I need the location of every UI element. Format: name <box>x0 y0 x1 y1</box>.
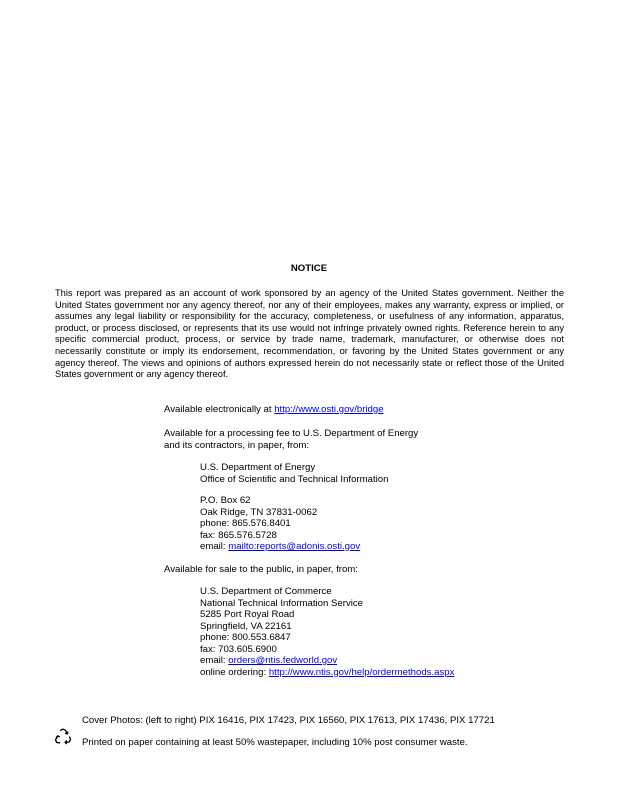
ntis-order-link[interactable]: http://www.ntis.gov/help/ordermethods.aspx <box>268 666 455 678</box>
public-sale-intro: Available for sale to the public, in paper, from: <box>164 564 358 575</box>
ntis-email-link[interactable]: orders@ntis.fedworld.gov <box>228 655 338 666</box>
doe-phone: phone: 865.576.8401 <box>200 518 291 529</box>
electronic-prefix: Available electronically at <box>164 404 275 415</box>
doc-org1: U.S. Department of Commerce <box>200 586 332 597</box>
printed-on-note: Printed on paper containing at least 50% wastepaper, including 10% post consumer waste. <box>82 737 468 748</box>
doc-city: Springfield, VA 22161 <box>200 620 292 632</box>
doc-phone: phone: 800.553.6847 <box>200 632 291 643</box>
public-sale-section <box>164 564 358 576</box>
processing-fee-section <box>164 428 418 451</box>
osti-bridge-link[interactable]: http://www.osti.gov/bridge <box>274 404 384 415</box>
doc-org2: National Technical Information Service <box>200 597 363 609</box>
doe-org2: Office of Scientific and Technical Information <box>200 473 389 485</box>
electronic-availability <box>164 404 384 416</box>
processing-fee-line2: and its contractors, in paper, from: <box>164 439 310 451</box>
doe-fax: fax: 865.576.5728 <box>200 529 277 541</box>
doe-email-link[interactable]: mailto:reports@adonis.osti.gov <box>228 541 361 552</box>
doc-fax: fax: 703.605.6900 <box>200 643 277 655</box>
doe-org1: U.S. Department of Energy <box>200 462 316 473</box>
doc-address-block <box>200 586 454 678</box>
processing-fee-line1: Available for a processing fee to U.S. Department of Energy <box>164 428 419 439</box>
cover-photos-caption: Cover Photos: (left to right) PIX 16416, PIX 17423, PIX 16560, PIX 17613, PIX 17436, PIX 17721 <box>82 715 495 726</box>
notice-title: NOTICE <box>290 263 328 274</box>
doe-email-label: email: <box>200 541 229 552</box>
doc-online-label: online ordering: <box>200 666 269 678</box>
doc-street: 5285 Port Royal Road <box>200 609 295 620</box>
doe-address-block <box>200 495 360 553</box>
notice-body: This report was prepared as an account of work sponsored by an agency of the United States government. Neither the United States government nor any agency thereof, nor any of their employees, makes any warranty, express or implied, or assumes any legal liability or responsibility for the accuracy, completeness, or usefulness of any information, apparatus, product, or process disclosed, or represents that its use would not infringe privately owned rights. Reference herein to any specific commercial product, process, or service by trade name, trademark, manufacturer, or otherwise does not necessarily constitute or imply its endorsement, recommendation, or favoring by the United States government or any agency thereof. The views and opinions of authors expressed herein do not necessarily state or reflect those of the United States government or any agency thereof. <box>55 288 564 380</box>
doe-org-block <box>200 462 388 485</box>
doc-email-label: email: <box>200 655 229 666</box>
doe-box: P.O. Box 62 <box>200 495 251 506</box>
recycle-icon <box>53 727 73 747</box>
doe-city: Oak Ridge, TN 37831-0062 <box>200 506 318 518</box>
